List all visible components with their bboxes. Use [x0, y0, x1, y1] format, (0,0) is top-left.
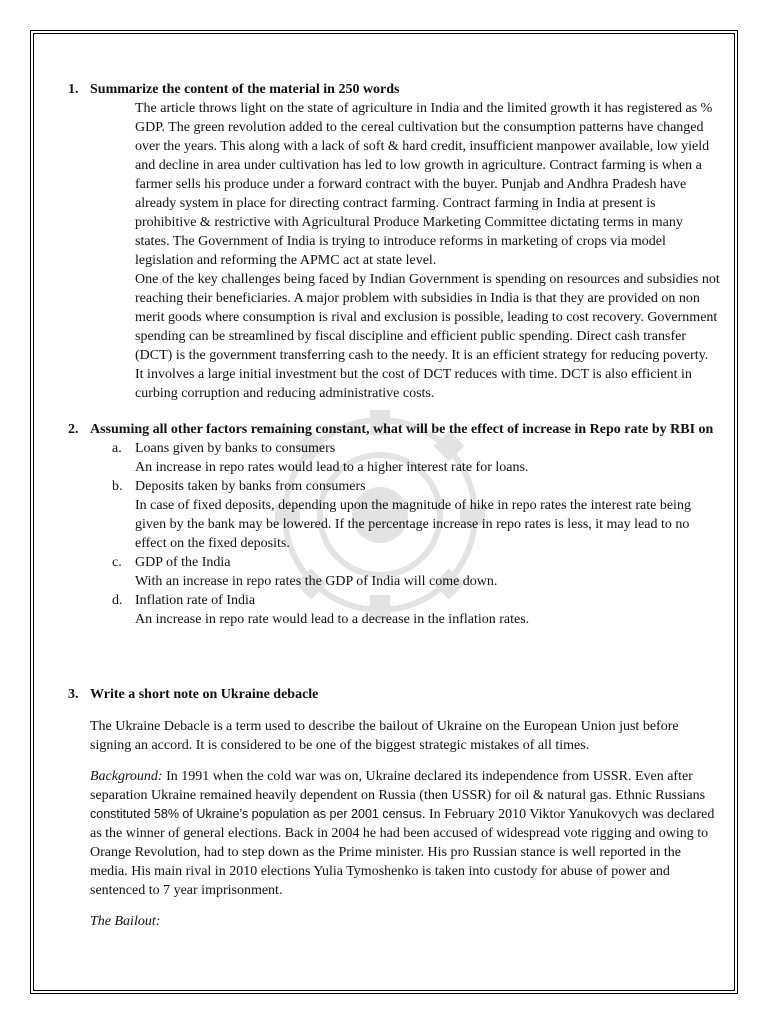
list-item-title: Loans given by banks to consumers: [135, 441, 336, 456]
list-item-answer: With an increase in repo rates the GDP of India will come down.: [135, 574, 498, 589]
background-text-1: In 1991 when the cold war was on, Ukraine declared its independence from USSR. Even after separation Ukraine remained heavily dependent on Russia (then USSR) for oil & natural gas. Ethnic Russians: [90, 769, 706, 803]
background-text-3: . In February 2010 Viktor Yanukovych was declared as the winner of general elections. Back in 2004 he had been accused of widespread vote rigging and owing to Orange Revolution, had to step down as the Prime minister. His pro Russian stance is well reported in the media. His main rival in 2010 elections Yulia Tymoshenko is taken into custody for abuse of power and sentenced to 7 year imprisonment.: [90, 807, 715, 898]
question-3-answer: [90, 717, 720, 931]
list-letter: c.: [112, 555, 122, 570]
question-1-answer: [135, 99, 720, 403]
list-letter: b.: [112, 479, 123, 494]
list-item-title: GDP of the India: [135, 555, 231, 570]
question-1-number: 1.: [68, 82, 79, 97]
question-2-list: [112, 439, 720, 629]
list-item-answer: In case of fixed deposits, depending upon the magnitude of hike in repo rates the interest rate being given by the bank may be lowered. If the percentage increase in repo rates is less, it may lead to no effect on the fixed deposits.: [135, 498, 691, 551]
answer-3-background: [90, 767, 720, 900]
question-2-title: Assuming all other factors remaining constant, what will be the effect of increase in Repo rate by RBI on: [90, 422, 714, 437]
list-letter: a.: [112, 441, 122, 456]
list-item-title: Deposits taken by banks from consumers: [135, 479, 366, 494]
question-3-title: Write a short note on Ukraine debacle: [90, 687, 319, 702]
list-item-title: Inflation rate of India: [135, 593, 256, 608]
list-letter: d.: [112, 593, 123, 608]
answer-3-intro: The Ukraine Debacle is a term used to describe the bailout of Ukraine on the European Union just before signing an accord. It is considered to be one of the biggest strategic mistakes of all times.: [90, 719, 679, 753]
question-1-heading: [68, 80, 720, 99]
background-label: Background:: [90, 769, 163, 784]
list-item-d: [112, 591, 720, 629]
document-content: [68, 80, 720, 931]
question-3: [68, 685, 720, 931]
question-1-title: Summarize the content of the material in 250 words: [90, 82, 400, 97]
list-item-b: [112, 477, 720, 553]
question-2-heading: [68, 420, 720, 439]
answer-1-paragraph-1: The article throws light on the state of agriculture in India and the limited growth it has registered as % GDP. The green revolution added to the cereal cultivation but the consumption patterns have changed over the years. This along with a lack of soft & hard credit, insufficient manpower available, low yield and decline in area under cultivation has led to low growth in agriculture. Contract farming is when a farmer sells his produce under a forward contract with the buyer. Punjab and Andhra Pradesh have already system in place for directing contract farming. Contract farming in India at present is prohibitive & restrictive with Agricultural Produce Marketing Committee dictating terms in many states. The Government of India is trying to introduce reforms in marketing of crops via model legislation and reforming the APMC act at state level.: [135, 101, 713, 268]
answer-1-paragraph-2: One of the key challenges being faced by Indian Government is spending on resources and subsidies not reaching their beneficiaries. A major problem with subsidies in India is that they are provided on non merit goods where consumption is rival and exclusion is possible, leading to cost recovery. Government spending can be streamlined by fiscal discipline and efficient public spending. Direct cash transfer (DCT) is the government transferring cash to the needy. It is an efficient strategy for reducing poverty. It involves a large initial investment but the cost of DCT reduces with time. DCT is also efficient in curbing corruption and reducing administrative costs.: [135, 272, 720, 401]
question-2-number: 2.: [68, 422, 79, 437]
bailout-label: The Bailout:: [90, 914, 161, 929]
list-item-answer: An increase in repo rate would lead to a decrease in the inflation rates.: [135, 612, 530, 627]
question-3-number: 3.: [68, 687, 79, 702]
question-1: [68, 80, 720, 403]
background-text-2: constituted 58% of Ukraine’s population as per 2001 census: [90, 807, 422, 821]
list-item-a: [112, 439, 720, 477]
question-2: [68, 420, 720, 629]
list-item-c: [112, 553, 720, 591]
list-item-answer: An increase in repo rates would lead to a higher interest rate for loans.: [135, 460, 529, 475]
question-3-heading: [68, 685, 720, 704]
